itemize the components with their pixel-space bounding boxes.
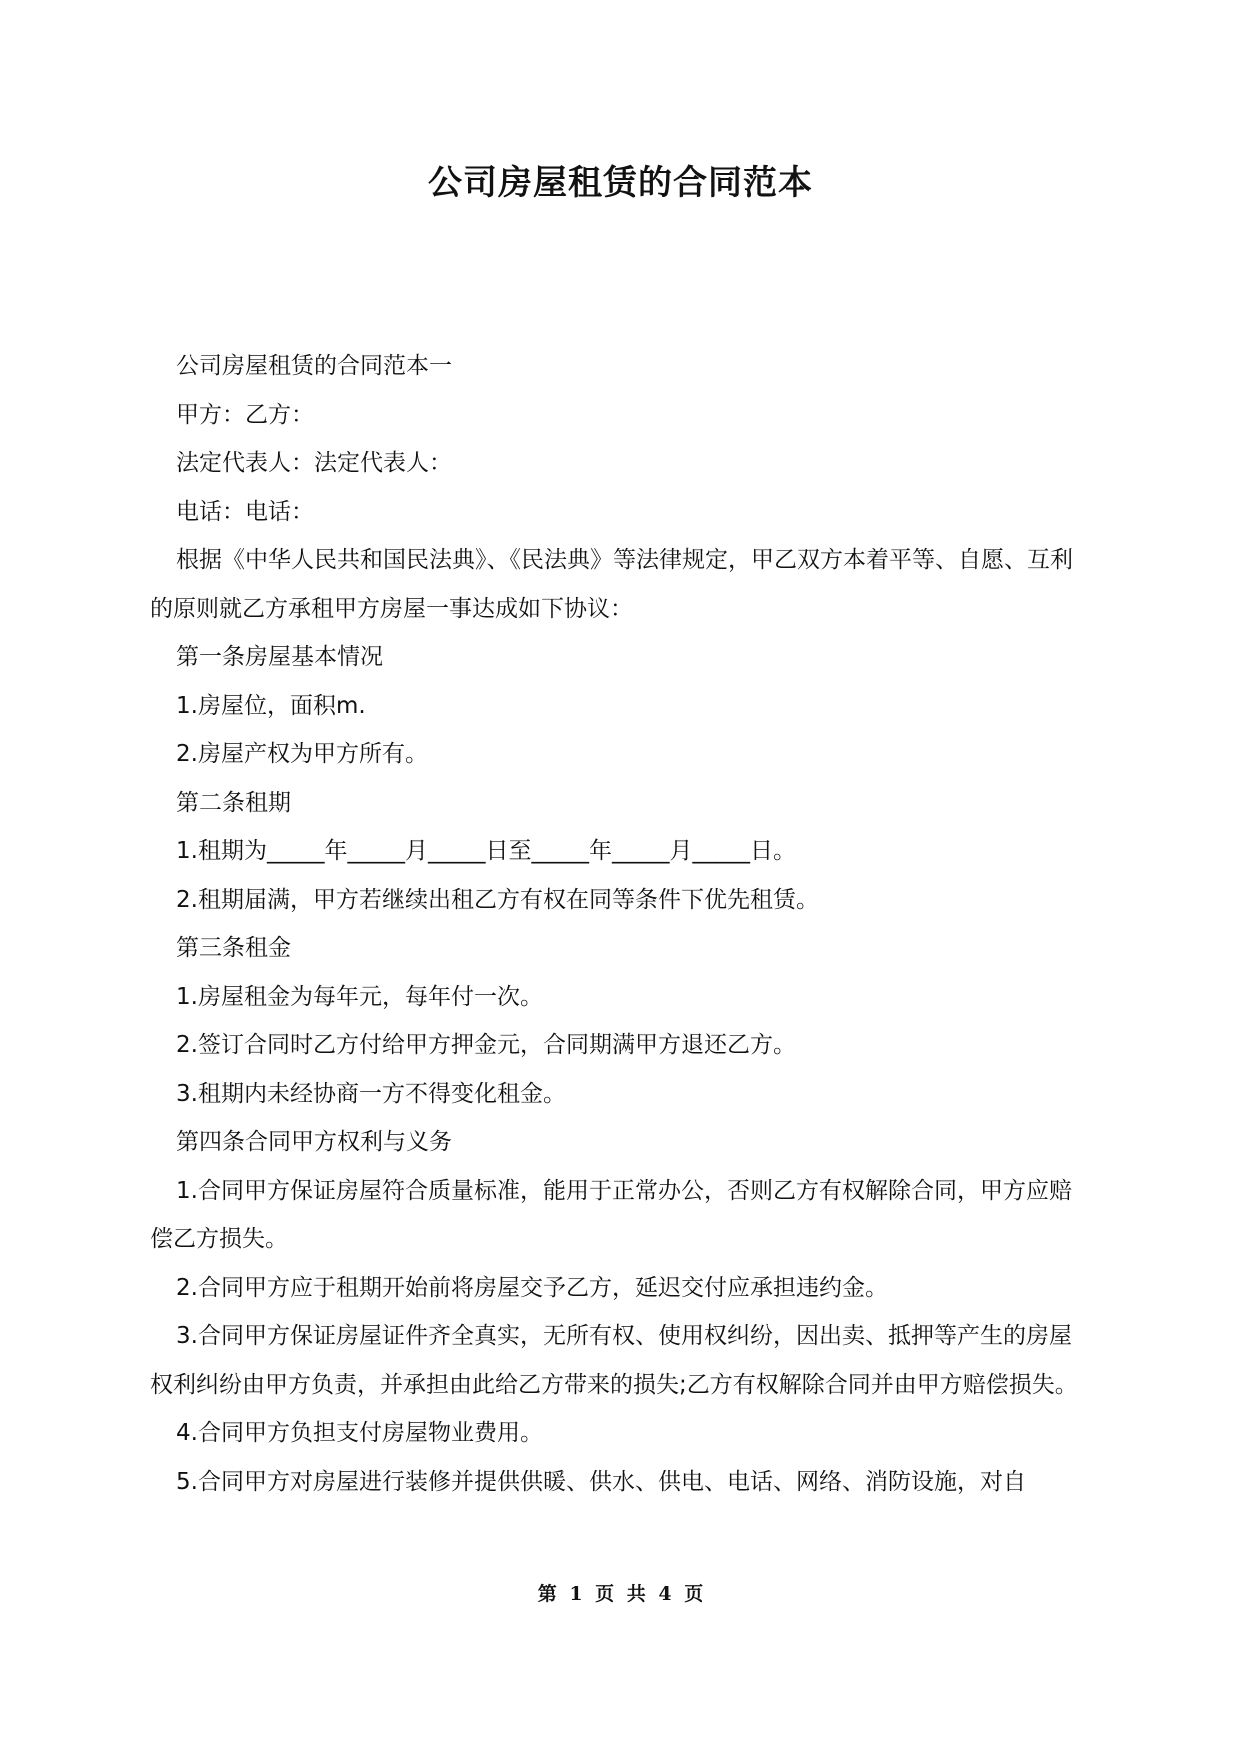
paragraph: 1.房屋位，面积m. — [176, 692, 366, 719]
paragraph: 4.合同甲方负担支付房屋物业费用。 — [176, 1420, 543, 1446]
paragraph: 甲方：乙方： — [176, 401, 314, 428]
paragraph: 3.合同甲方保证房屋证件齐全真实，无所有权、使用权纠纷，因出卖、抵押等产生的房屋权利纠纷由甲方负责，并承担由此给乙方带来的损失;乙方有权解除合同并由甲方赔偿损失。 — [150, 1323, 1078, 1398]
paragraph: 2.签订合同时乙方付给甲方押金元，合同期满甲方退还乙方。 — [176, 1032, 796, 1058]
paragraph: 2.合同甲方应于租期开始前将房屋交予乙方，延迟交付应承担违约金。 — [176, 1274, 888, 1301]
paragraph: 1.租期为_____年_____月_____日至_____年_____月_____日。 — [176, 838, 796, 864]
section-heading: 第三条租金 — [176, 935, 291, 961]
paragraph: 1.房屋租金为每年元，每年付一次。 — [176, 983, 543, 1010]
section-heading: 第四条合同甲方权利与义务 — [176, 1129, 452, 1155]
paragraph: 1.合同甲方保证房屋符合质量标准，能用于正常办公，否则乙方有权解除合同，甲方应赔偿乙方损失。 — [150, 1177, 1072, 1252]
paragraph: 公司房屋租赁的合同范本一 — [176, 353, 452, 379]
paragraph: 2.租期届满，甲方若继续出租乙方有权在同等条件下优先租赁。 — [176, 886, 819, 913]
document-body — [150, 342, 1090, 1506]
paragraph: 法定代表人：法定代表人： — [176, 450, 452, 476]
paragraph: 根据《中华人民共和国民法典》、《民法典》等法律规定，甲乙双方本着平等、自愿、互利的原则就乙方承租甲方房屋一事达成如下协议： — [150, 547, 1073, 622]
document-title: 公司房屋租赁的合同范本 — [428, 163, 813, 203]
paragraph: 5.合同甲方对房屋进行装修并提供供暖、供水、供电、电话、网络、消防设施，对自 — [176, 1468, 1026, 1495]
section-heading: 第一条房屋基本情况 — [176, 644, 383, 670]
section-heading: 第二条租期 — [176, 789, 291, 816]
page-number-footer: 第 1 页 共 4 页 — [537, 1583, 704, 1605]
paragraph: 电话：电话： — [176, 498, 314, 525]
paragraph: 3.租期内未经协商一方不得变化租金。 — [176, 1080, 566, 1107]
paragraph: 2.房屋产权为甲方所有。 — [176, 741, 428, 767]
